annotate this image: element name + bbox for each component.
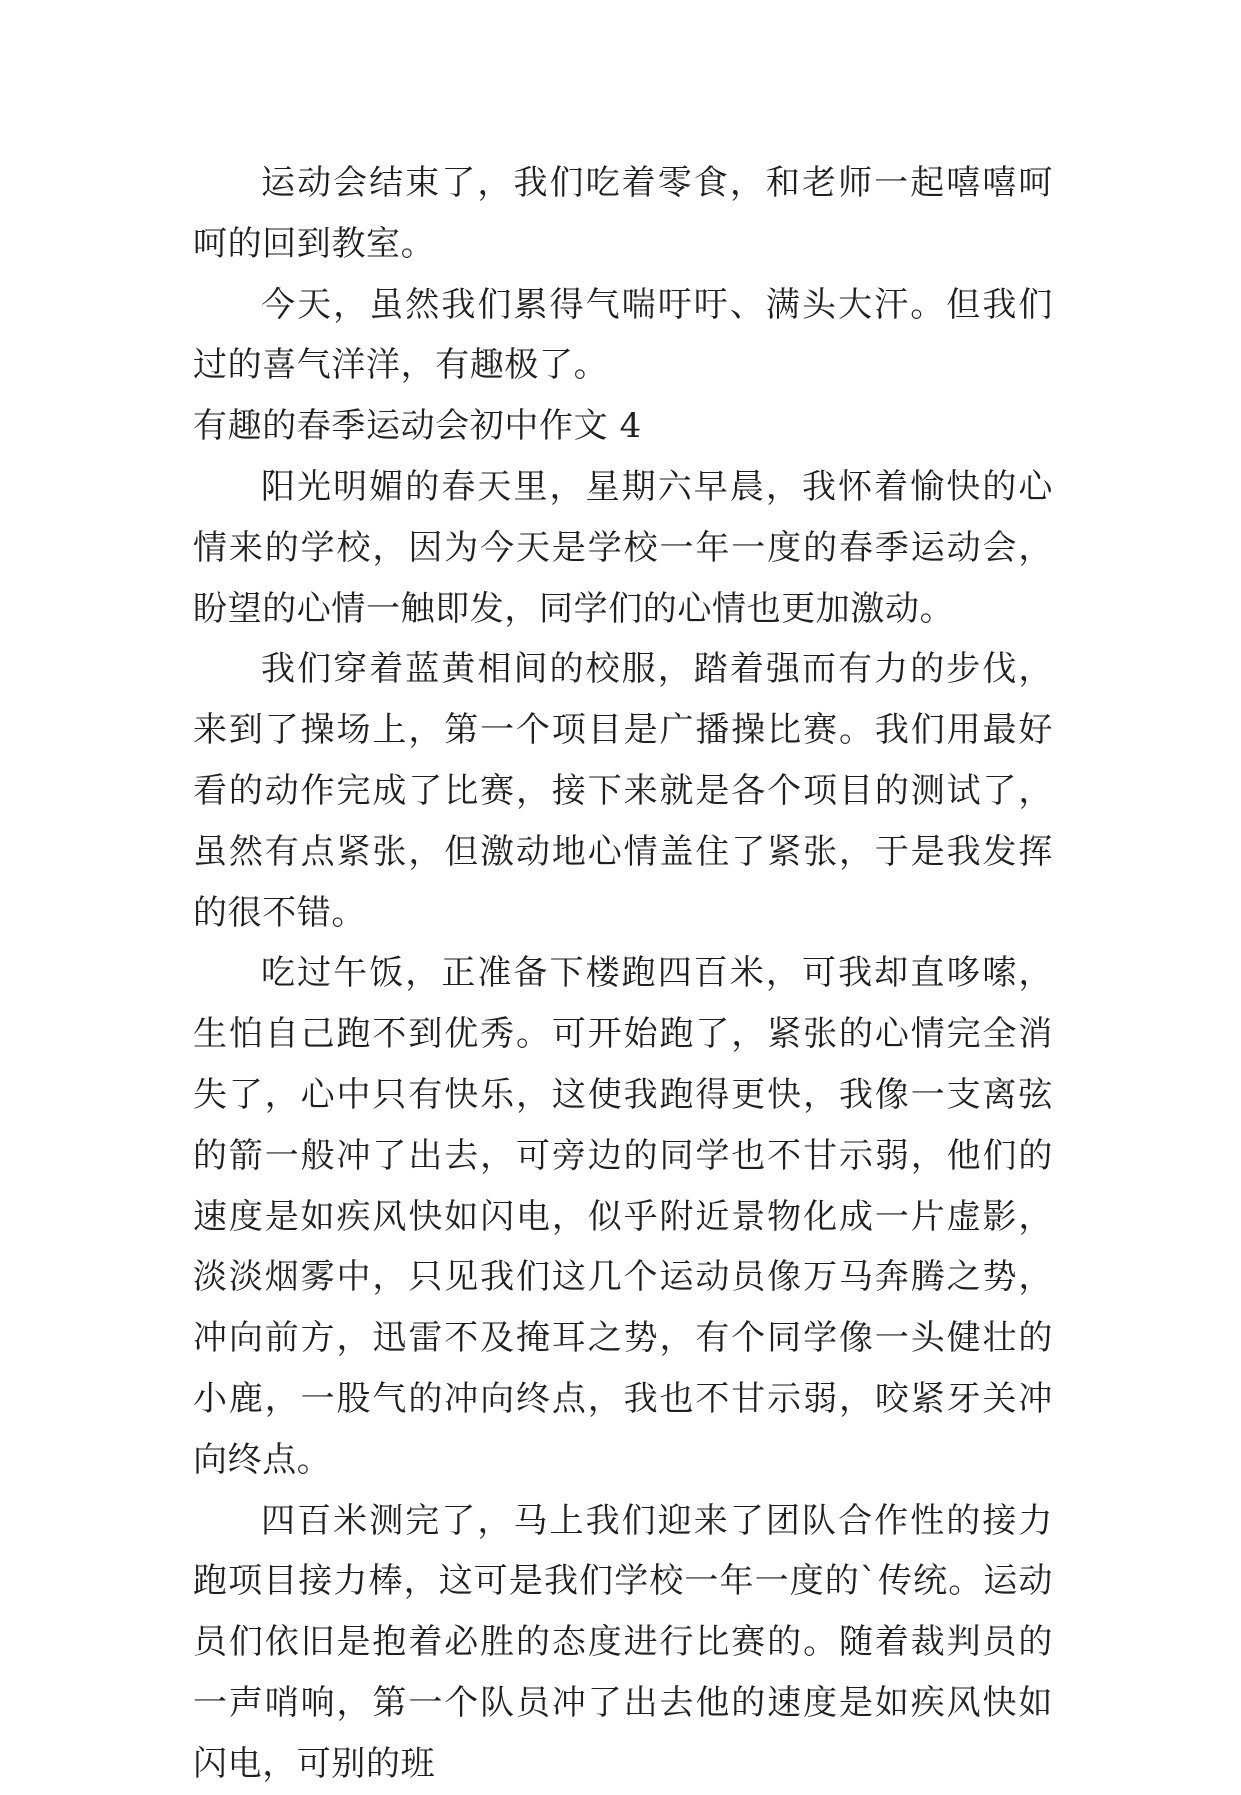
section-heading: 有趣的春季运动会初中作文 4 [193, 406, 642, 447]
paragraph: 我们穿着蓝黄相间的校服，踏着强而有力的步伐，来到了操场上，第一个项目是广播操比赛。我们用最好看的动作完成了比赛，接下来就是各个项目的测试了，虽然有点紧张，但激动地心情盖住了紧张，于是我发挥的很不错。 [193, 649, 1053, 933]
paragraph: 四百米测完了，马上我们迎来了团队合作性的接力跑项目接力棒，这可是我们学校一年一度的`传统。运动员们依旧是抱着必胜的态度进行比赛的。随着裁判员的一声哨响，第一个队员冲了出去他的速度是如疾风快如闪电，可别的班 [193, 1500, 1053, 1784]
document-body [193, 153, 1053, 1795]
paragraph: 今天，虽然我们累得气喘吁吁、满头大汗。但我们过的喜气洋洋，有趣极了。 [193, 284, 1053, 386]
paragraph: 阳光明媚的春天里，星期六早晨，我怀着愉快的心情来的学校，因为今天是学校一年一度的春季运动会，盼望的心情一触即发，同学们的心情也更加激动。 [193, 466, 1053, 629]
paragraph: 运动会结束了，我们吃着零食，和老师一起嘻嘻呵呵的回到教室。 [193, 163, 1053, 264]
paragraph: 吃过午饭，正准备下楼跑四百米，可我却直哆嗦，生怕自己跑不到优秀。可开始跑了，紧张的心情完全消失了，心中只有快乐，这使我跑得更快，我像一支离弦的箭一般冲了出去，可旁边的同学也不甘示弱，他们的速度是如疾风快如闪电，似乎附近景物化成一片虚影，淡淡烟雾中，只见我们这几个运动员像万马奔腾之势，冲向前方，迅雷不及掩耳之势，有个同学像一头健壮的小鹿，一股气的冲向终点，我也不甘示弱，咬紧牙关冲向终点。 [193, 953, 1053, 1480]
